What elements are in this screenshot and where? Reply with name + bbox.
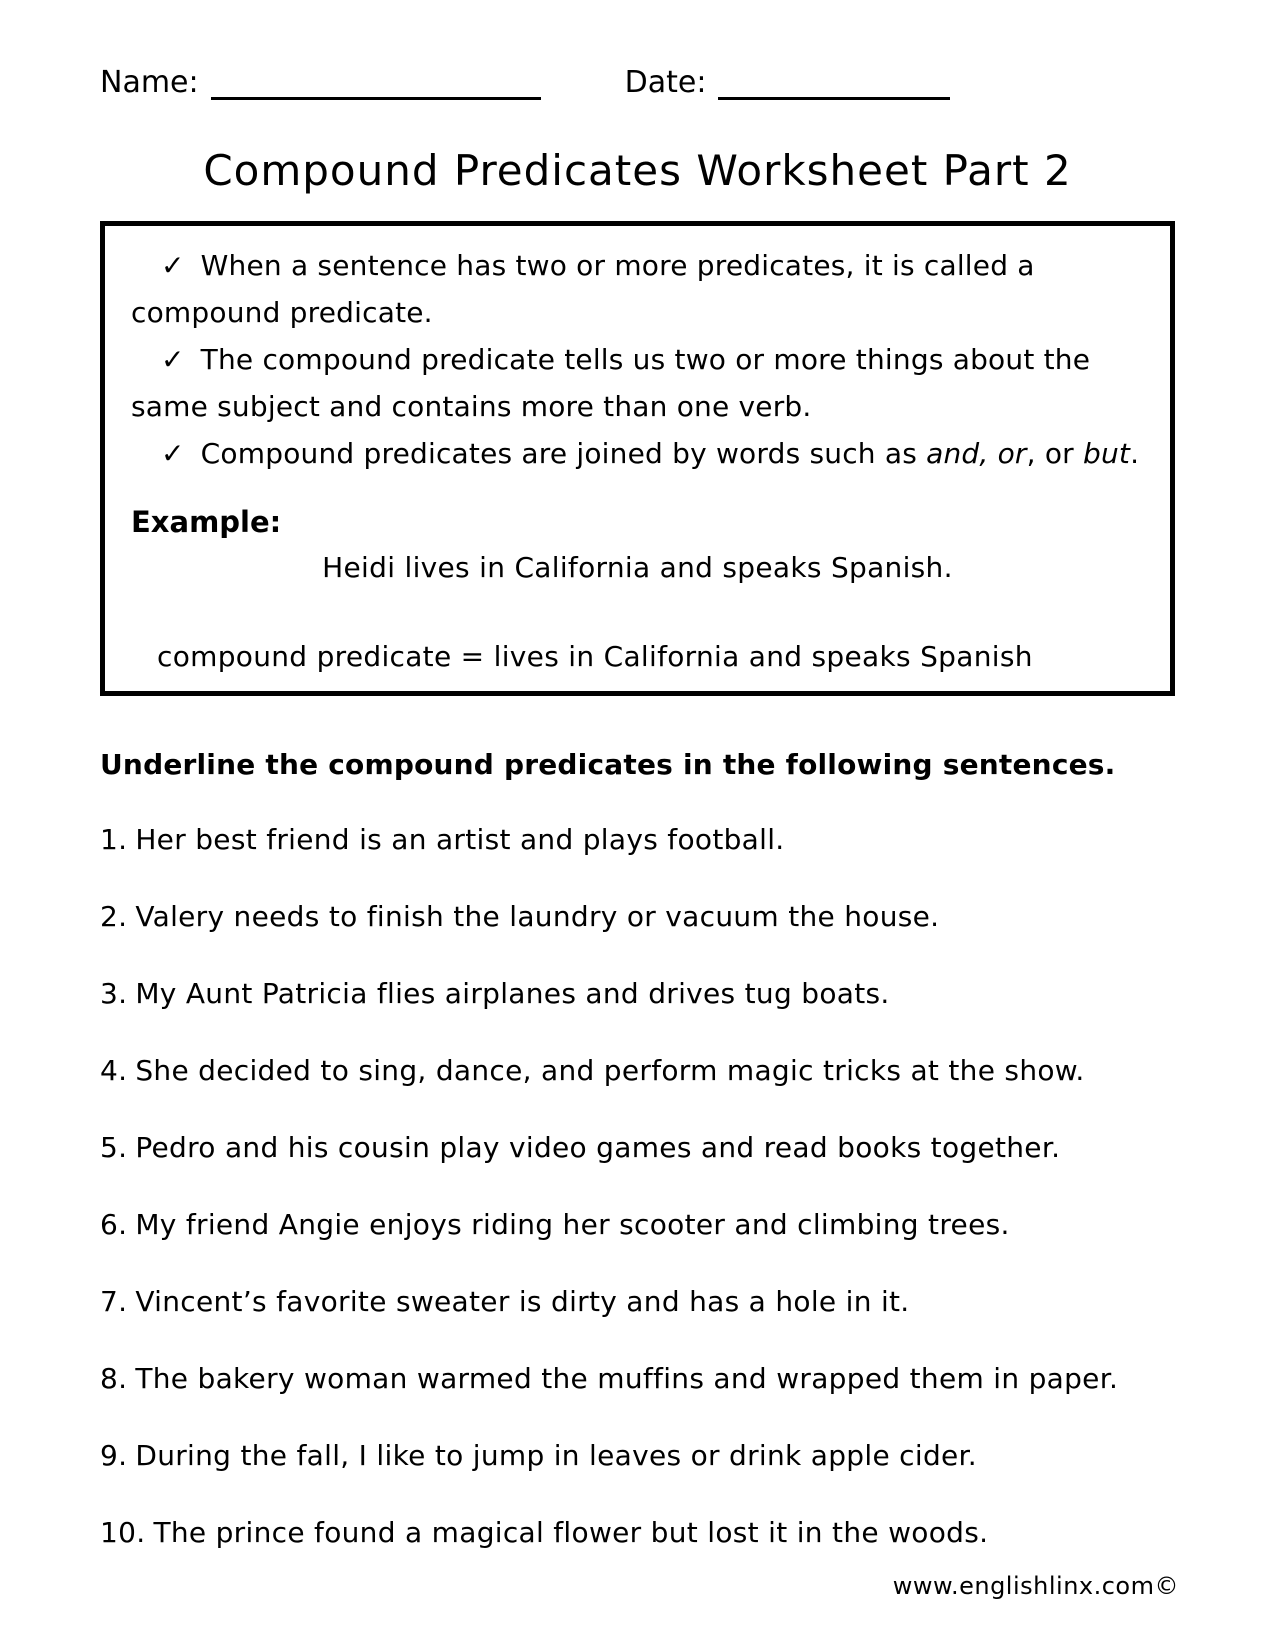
sentence-text: My Aunt Patricia flies airplanes and drives tug boats. [135,977,890,1010]
rule-item [131,430,1144,477]
sentence-text: My friend Angie enjoys riding her scooter and climbing trees. [135,1208,1010,1241]
rule-text [201,437,1140,470]
sentence-item-5 [100,1130,1175,1166]
rule-text-part: Compound predicates are joined by words such as [200,437,927,470]
example-label: Example: [131,505,282,539]
page-title: Compound Predicates Worksheet Part 2 [203,146,1072,195]
instructions: Underline the compound predicates in the following sentences. [100,748,1116,781]
sentence-item-8 [100,1361,1175,1397]
checkmark-icon: ✓ [161,437,185,470]
sentence-text: Her best friend is an artist and plays football. [135,823,785,856]
sentence-item-3 [100,976,1175,1012]
name-label: Name: [100,65,199,100]
rule-item [131,242,1144,336]
sentence-number: 3. [100,977,128,1010]
sentence-item-4 [100,1053,1175,1089]
site-credit: www.englishlinx.com© [892,1572,1179,1600]
name-blank-line [211,93,541,100]
sentence-text: During the fall, I like to jump in leaves or drink apple cider. [135,1439,977,1472]
name-date-row [100,66,1175,100]
sentence-text: Valery needs to finish the laundry or vacuum the house. [135,900,940,933]
sentence-item-2 [100,899,1175,935]
sentence-text: Pedro and his cousin play video games and read books together. [135,1131,1061,1164]
sentence-number: 4. [100,1054,128,1087]
sentence-number: 7. [100,1285,128,1318]
rule-text-part: . [1130,437,1140,470]
sentence-item-10 [100,1515,1175,1551]
sentence-number: 10. [100,1516,146,1549]
sentence-item-9 [100,1438,1175,1474]
conjunction-italic: and, or [926,437,1027,470]
sentence-number: 1. [100,823,128,856]
date-label: Date: [624,65,707,100]
sentence-text: Vincent’s favorite sweater is dirty and has a hole in it. [135,1285,910,1318]
sentence-text: The bakery woman warmed the muffins and wrapped them in paper. [135,1362,1119,1395]
rule-text-part: , or [1026,437,1083,470]
sentence-item-7 [100,1284,1175,1320]
sentence-text: She decided to sing, dance, and perform magic tricks at the show. [135,1054,1085,1087]
sentence-text: The prince found a magical flower but lost it in the woods. [153,1516,989,1549]
sentence-number: 6. [100,1208,128,1241]
sentence-item-6 [100,1207,1175,1243]
sentence-number: 2. [100,900,128,933]
rule-text: When a sentence has two or more predicates, it is called a compound predicate. [131,249,1035,329]
example-sentence: Heidi lives in California and speaks Spanish. [322,551,953,584]
conjunction-italic: but [1082,437,1131,470]
sentence-item-1 [100,822,1175,858]
rules-box [100,221,1175,696]
checkmark-icon: ✓ [161,249,185,282]
example-answer: compound predicate = lives in California and speaks Spanish [157,640,1033,673]
checkmark-icon: ✓ [161,343,185,376]
sentence-number: 5. [100,1131,128,1164]
date-blank-line [718,93,950,100]
rule-item [131,336,1144,430]
sentence-number: 8. [100,1362,128,1395]
rule-text: The compound predicate tells us two or more things about the same subject and contains more than one verb. [131,343,1091,423]
sentence-number: 9. [100,1439,128,1472]
